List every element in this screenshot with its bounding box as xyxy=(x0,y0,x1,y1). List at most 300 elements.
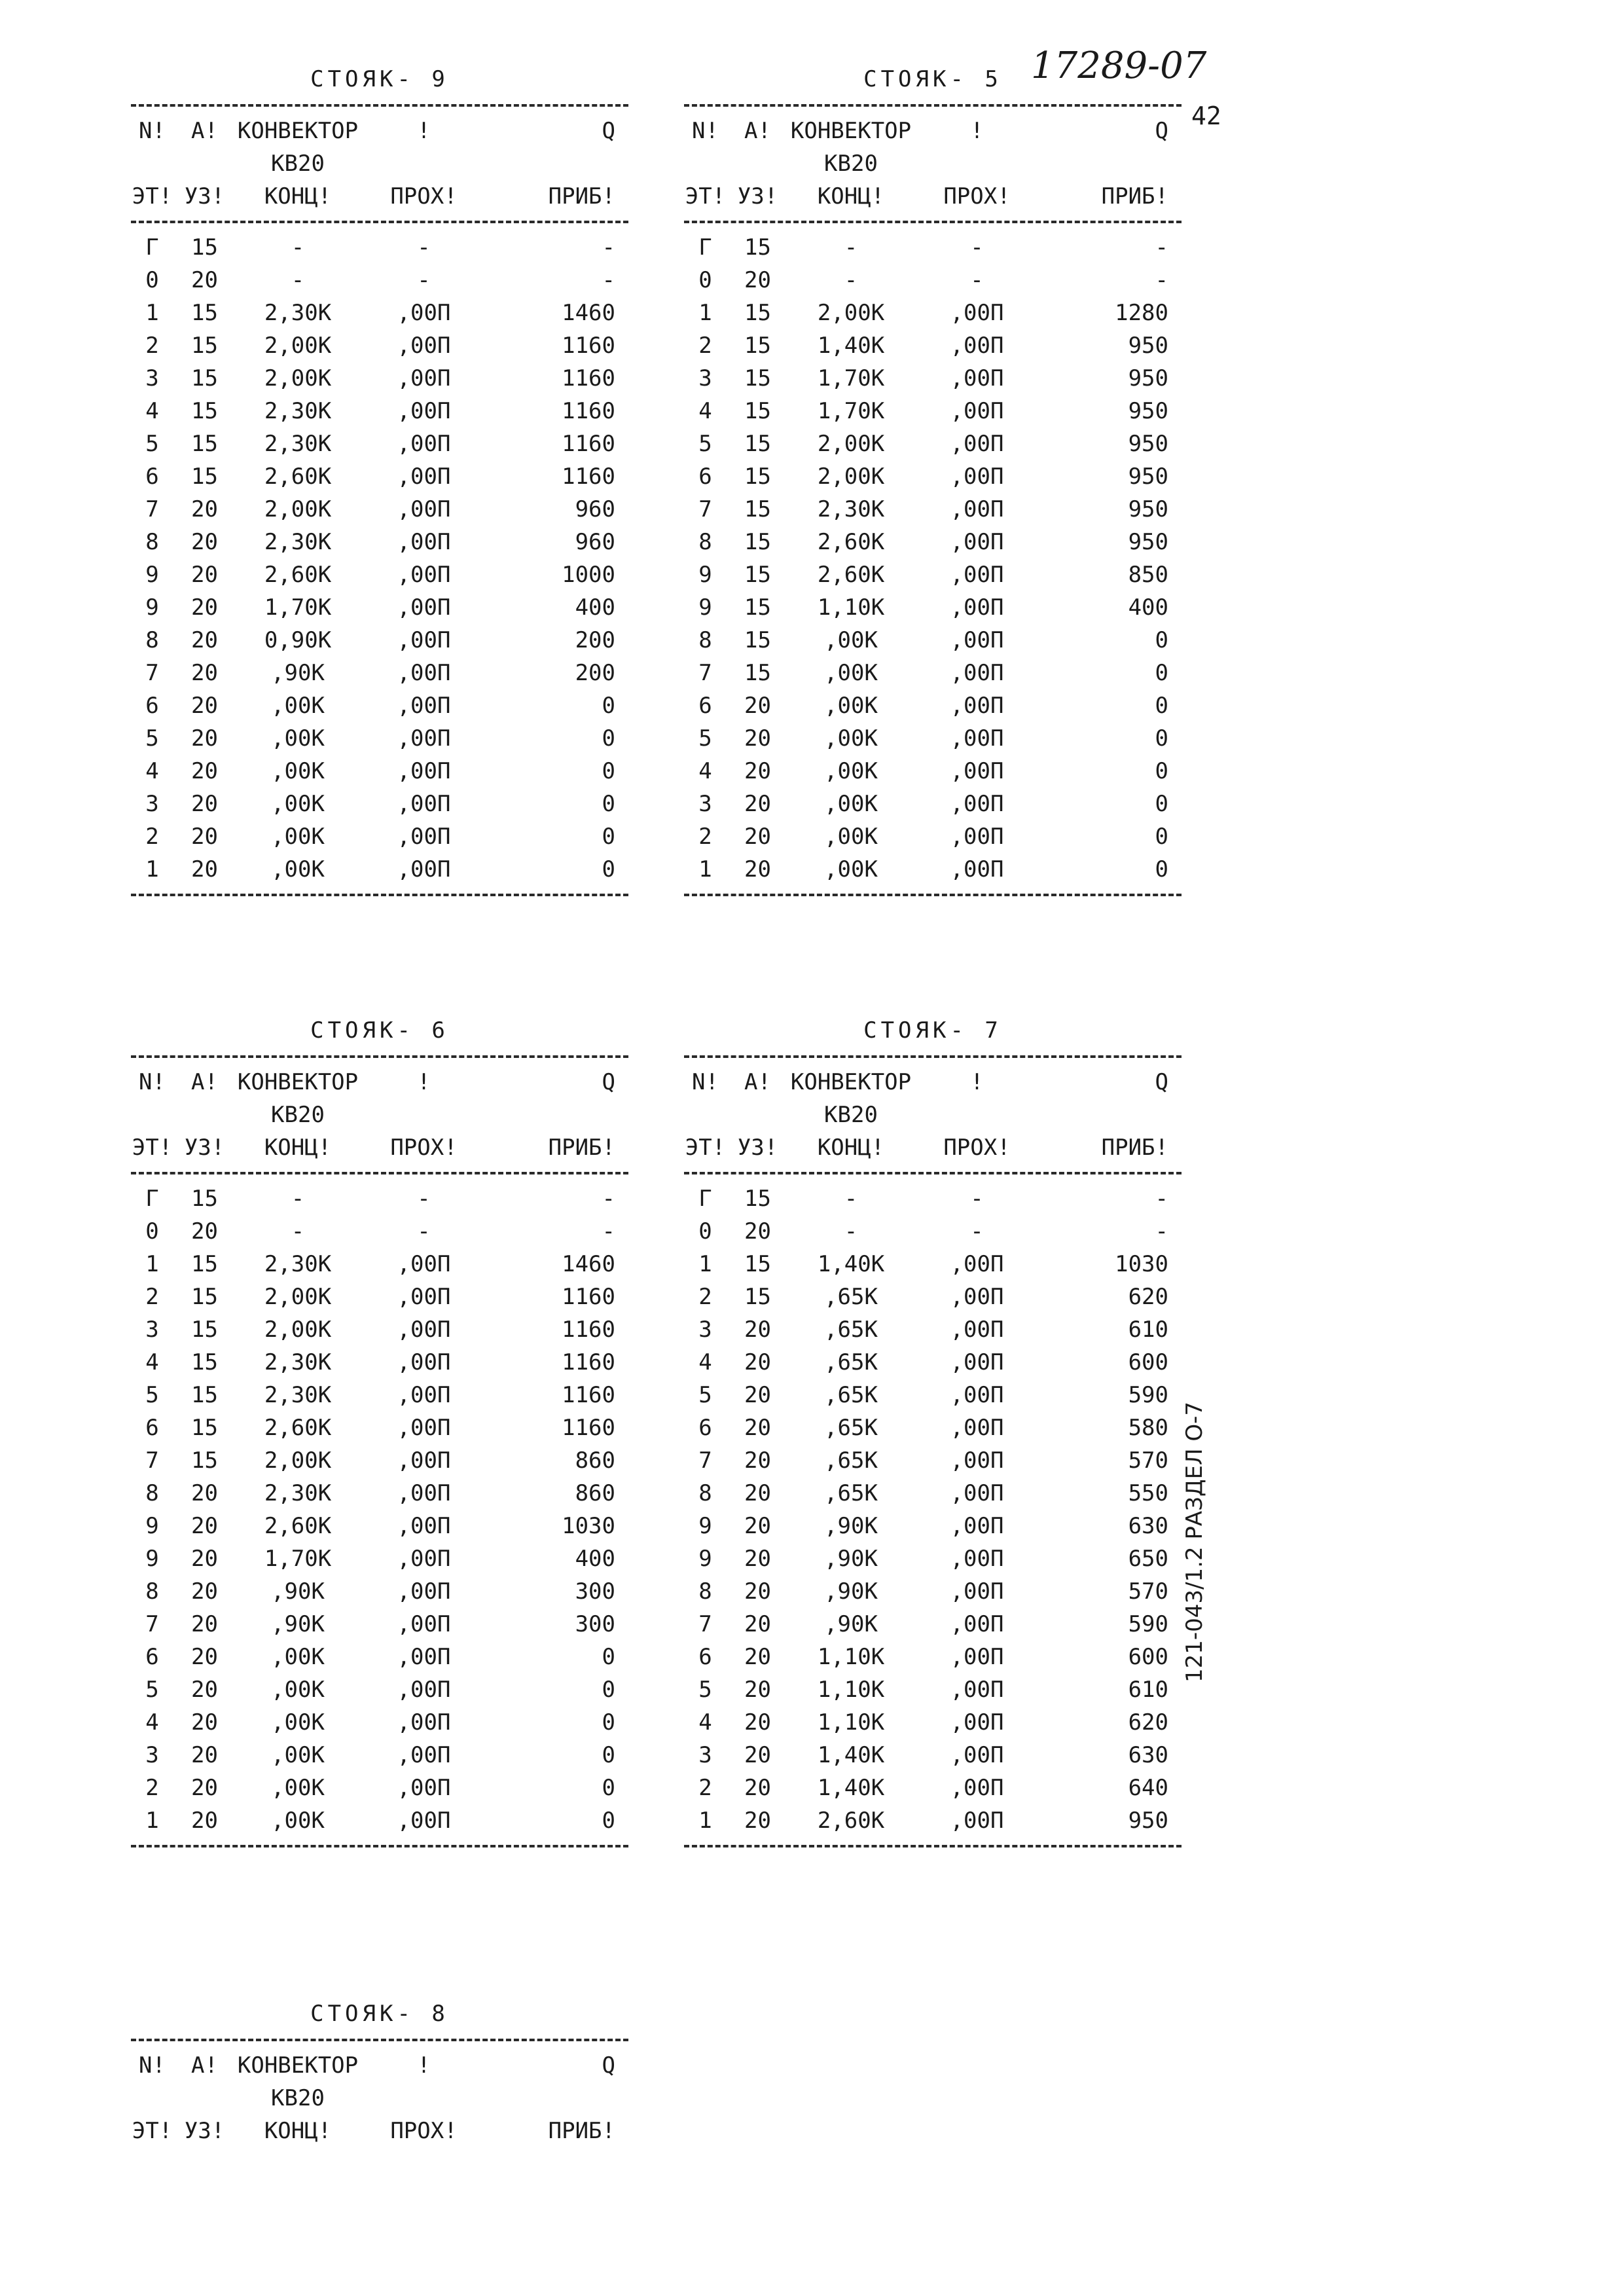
table-cell: - xyxy=(1155,267,1168,293)
table-cell: 20 xyxy=(191,758,218,784)
header-cell: ПРОХ! xyxy=(390,2118,458,2144)
table-cell: Г xyxy=(698,234,712,261)
table-cell: ,00К xyxy=(271,1644,325,1670)
table-cell: 1160 xyxy=(562,431,615,457)
table-cell: 0 xyxy=(602,1644,615,1670)
table-cell: Г xyxy=(145,234,159,261)
header-cell: ПРОХ! xyxy=(390,1135,458,1161)
table-cell: 0 xyxy=(698,1218,712,1245)
table-cell: ,00К xyxy=(271,1775,325,1801)
table-row xyxy=(684,1281,1182,1313)
table-cell: 5 xyxy=(145,1677,159,1703)
table-cell: ,00П xyxy=(397,594,451,621)
table-cell: ,00К xyxy=(824,856,878,882)
table-cell: 15 xyxy=(744,660,771,686)
table-row xyxy=(684,657,1182,689)
table-rows xyxy=(131,1182,628,1837)
table-cell: ,00П xyxy=(950,431,1004,457)
table-row xyxy=(131,722,628,755)
table-cell: 20 xyxy=(191,1677,218,1703)
table-cell: 960 xyxy=(575,496,615,522)
table-cell: 950 xyxy=(1128,431,1168,457)
table-cell: 15 xyxy=(744,627,771,653)
header-cell: ! xyxy=(417,118,431,144)
table-cell: 20 xyxy=(191,496,218,522)
table-cell: 610 xyxy=(1128,1677,1168,1703)
table-cell: 0 xyxy=(1155,791,1168,817)
table-cell: 9 xyxy=(145,1513,159,1539)
table-cell: - xyxy=(1155,1186,1168,1212)
table-cell: ,00П xyxy=(397,1349,451,1375)
table-cell: - xyxy=(844,1186,858,1212)
table-cell: 20 xyxy=(191,725,218,752)
table-row xyxy=(131,591,628,624)
table-row xyxy=(684,558,1182,591)
table-cell: 4 xyxy=(145,1349,159,1375)
table-cell: 15 xyxy=(744,1284,771,1310)
table-row xyxy=(684,1575,1182,1608)
table-cell: ,00П xyxy=(950,856,1004,882)
table-cell: ,00П xyxy=(397,1611,451,1637)
table-cell: ,00К xyxy=(824,824,878,850)
header-cell xyxy=(131,1099,173,1131)
table-cell: 2,60К xyxy=(264,1415,332,1441)
table-cell: 15 xyxy=(191,333,218,359)
table-cell: - xyxy=(291,267,305,293)
table-cell: - xyxy=(417,267,431,293)
table-cell: 20 xyxy=(744,1775,771,1801)
table-row xyxy=(131,526,628,558)
header-cell xyxy=(360,1099,488,1131)
header-cell: Q xyxy=(1155,1069,1168,1095)
table-cell: 3 xyxy=(145,365,159,391)
table-rows xyxy=(684,231,1182,886)
table-cell: ,00П xyxy=(397,1415,451,1441)
table-row xyxy=(131,362,628,395)
table-cell: 400 xyxy=(575,1546,615,1572)
table-cell: ,00П xyxy=(950,1415,1004,1441)
table-cell: ,00П xyxy=(397,1251,451,1277)
table-cell: ,00П xyxy=(397,1317,451,1343)
table-cell: 5 xyxy=(145,431,159,457)
table-cell: 200 xyxy=(575,627,615,653)
table-row xyxy=(684,624,1182,657)
table-cell: 2,30К xyxy=(264,1480,332,1506)
table-cell: 620 xyxy=(1128,1284,1168,1310)
header-cell: КОНВЕКТОР xyxy=(790,118,912,144)
table-cell: 6 xyxy=(698,693,712,719)
table-block-6 xyxy=(131,1013,628,1855)
table-cell: 3 xyxy=(698,365,712,391)
table-cell: 20 xyxy=(191,627,218,653)
header-cell: N! xyxy=(692,118,719,144)
table-row xyxy=(131,853,628,886)
table-cell: ,00К xyxy=(824,791,878,817)
table-row xyxy=(684,1706,1182,1739)
table-rows xyxy=(131,231,628,886)
table-row xyxy=(131,1346,628,1379)
divider xyxy=(131,1172,628,1174)
table-cell: 15 xyxy=(191,398,218,424)
header-cell xyxy=(360,147,488,180)
table-row xyxy=(684,460,1182,493)
table-cell: ,65К xyxy=(824,1284,878,1310)
header-cell xyxy=(131,147,173,180)
table-cell: 5 xyxy=(698,1382,712,1408)
table-cell: ,00П xyxy=(950,1251,1004,1277)
header-cell: КОНВЕКТОР xyxy=(237,2052,359,2079)
block-title: СТОЯК- 9 xyxy=(310,66,449,92)
divider xyxy=(131,221,628,223)
table-cell: 20 xyxy=(191,594,218,621)
table-row xyxy=(684,1346,1182,1379)
table-cell: ,00К xyxy=(271,758,325,784)
table-cell: 6 xyxy=(145,1644,159,1670)
header-cell: КВ20 xyxy=(271,1102,325,1128)
table-cell: 9 xyxy=(145,1546,159,1572)
table-cell: ,00П xyxy=(397,660,451,686)
table-row xyxy=(684,1215,1182,1248)
table-cell: 3 xyxy=(698,1742,712,1768)
header-cell: А! xyxy=(744,1069,771,1095)
table-cell: 9 xyxy=(698,1546,712,1572)
header-cell: КВ20 xyxy=(824,151,878,177)
table-cell: 8 xyxy=(145,1480,159,1506)
table-cell: 0 xyxy=(1155,824,1168,850)
table-cell: 3 xyxy=(698,1317,712,1343)
header-cell: ЭТ! xyxy=(685,183,726,209)
table-cell: 0 xyxy=(602,725,615,752)
block-title: СТОЯК- 6 xyxy=(310,1017,449,1044)
header-cell xyxy=(727,1099,789,1131)
table-cell: 1 xyxy=(145,1808,159,1834)
table-cell: 15 xyxy=(744,234,771,261)
table-cell: 0 xyxy=(602,1742,615,1768)
table-cell: 2,30К xyxy=(264,300,332,326)
header-cell: А! xyxy=(744,118,771,144)
table-row xyxy=(131,1182,628,1215)
header-cell: КОНЦ! xyxy=(264,2118,332,2144)
header-cell: КВ20 xyxy=(271,2085,325,2111)
table-cell: ,00П xyxy=(397,824,451,850)
table-cell: ,00П xyxy=(397,1546,451,1572)
table-cell: 3 xyxy=(145,791,159,817)
table-cell: ,00П xyxy=(950,1382,1004,1408)
table-cell: 2,00К xyxy=(264,333,332,359)
table-cell: 7 xyxy=(145,660,159,686)
table-cell: 860 xyxy=(575,1447,615,1474)
divider xyxy=(684,1055,1182,1058)
table-cell: ,00П xyxy=(397,464,451,490)
header-cell: ПРИБ! xyxy=(548,183,615,209)
table-row xyxy=(684,493,1182,526)
table-cell: 1 xyxy=(698,1808,712,1834)
table-cell: 6 xyxy=(698,1644,712,1670)
header-row xyxy=(684,115,1182,147)
table-cell: 20 xyxy=(744,1513,771,1539)
table-cell: 20 xyxy=(744,758,771,784)
table-row xyxy=(131,820,628,853)
table-row xyxy=(131,427,628,460)
table-cell: ,90К xyxy=(271,1611,325,1637)
table-cell: ,00П xyxy=(950,1677,1004,1703)
divider xyxy=(684,1172,1182,1174)
table-cell: 0 xyxy=(698,267,712,293)
table-cell: 15 xyxy=(744,365,771,391)
table-cell: ,00К xyxy=(271,693,325,719)
table-cell: 550 xyxy=(1128,1480,1168,1506)
table-cell: 630 xyxy=(1128,1742,1168,1768)
header-cell: ЭТ! xyxy=(132,183,173,209)
header-cell xyxy=(131,2082,173,2115)
table-cell: ,00П xyxy=(950,1317,1004,1343)
table-row xyxy=(131,689,628,722)
table-cell: 20 xyxy=(191,1513,218,1539)
table-cell: 5 xyxy=(698,1677,712,1703)
table-cell: 0 xyxy=(602,791,615,817)
header-cell: ПРОХ! xyxy=(390,183,458,209)
table-cell: 9 xyxy=(698,562,712,588)
table-cell: 15 xyxy=(191,300,218,326)
table-cell: 1160 xyxy=(562,333,615,359)
table-cell: 20 xyxy=(744,1317,771,1343)
table-cell: ,00К xyxy=(824,693,878,719)
table-cell: 0 xyxy=(602,1808,615,1834)
divider xyxy=(684,1845,1182,1847)
table-cell: 5 xyxy=(145,1382,159,1408)
table-cell: 3 xyxy=(145,1742,159,1768)
table-cell: 2 xyxy=(145,1284,159,1310)
table-cell: 6 xyxy=(698,464,712,490)
table-cell: 20 xyxy=(744,1742,771,1768)
table-cell: 20 xyxy=(744,1644,771,1670)
table-cell: 2,60К xyxy=(817,562,885,588)
table-cell: 950 xyxy=(1128,1808,1168,1834)
table-cell: ,00П xyxy=(397,1382,451,1408)
table-cell: 15 xyxy=(191,1317,218,1343)
table-cell: 15 xyxy=(191,1447,218,1474)
table-row xyxy=(684,427,1182,460)
table-cell: 1030 xyxy=(1115,1251,1168,1277)
table-cell: 1,10К xyxy=(817,1644,885,1670)
block-title: СТОЯК- 7 xyxy=(863,1017,1002,1044)
table-row xyxy=(684,329,1182,362)
table-cell: 7 xyxy=(145,1447,159,1474)
table-cell: 20 xyxy=(191,1578,218,1605)
table-cell: - xyxy=(970,267,984,293)
header-cell: ПРИБ! xyxy=(1101,183,1168,209)
table-cell: 2,00К xyxy=(264,1447,332,1474)
table-cell: 20 xyxy=(744,1382,771,1408)
table-cell: 0 xyxy=(1155,693,1168,719)
table-cell: 15 xyxy=(191,234,218,261)
table-cell: 15 xyxy=(744,1251,771,1277)
table-cell: 20 xyxy=(744,267,771,293)
table-cell: 9 xyxy=(145,562,159,588)
table-row xyxy=(131,788,628,820)
table-cell: ,00П xyxy=(950,1644,1004,1670)
table-cell: ,00П xyxy=(397,1677,451,1703)
table-cell: ,65К xyxy=(824,1415,878,1441)
table-cell: 15 xyxy=(191,431,218,457)
table-cell: ,65К xyxy=(824,1447,878,1474)
table-cell: 0 xyxy=(1155,758,1168,784)
header-cell xyxy=(488,2082,628,2115)
header-cell: КОНЦ! xyxy=(817,1135,885,1161)
table-header xyxy=(684,1066,1182,1164)
table-cell: ,00П xyxy=(950,1447,1004,1474)
table-row xyxy=(131,1477,628,1510)
table-cell: 0 xyxy=(602,856,615,882)
table-cell: 1160 xyxy=(562,1349,615,1375)
divider xyxy=(131,2039,628,2041)
table-cell: 2,30К xyxy=(264,398,332,424)
table-cell: 5 xyxy=(698,725,712,752)
table-cell: ,00П xyxy=(397,1578,451,1605)
header-cell: N! xyxy=(139,2052,166,2079)
table-cell: ,00П xyxy=(397,365,451,391)
header-cell: ПРИБ! xyxy=(548,1135,615,1161)
table-cell: - xyxy=(844,234,858,261)
header-cell: А! xyxy=(191,2052,218,2079)
table-row xyxy=(131,1641,628,1673)
header-cell: ! xyxy=(970,1069,984,1095)
header-row xyxy=(684,1066,1182,1099)
table-cell: 20 xyxy=(744,1218,771,1245)
header-cell: ! xyxy=(970,118,984,144)
table-cell: ,90К xyxy=(824,1578,878,1605)
table-cell: 0 xyxy=(602,693,615,719)
table-cell: ,00П xyxy=(950,758,1004,784)
table-cell: 950 xyxy=(1128,365,1168,391)
table-cell: ,00П xyxy=(950,529,1004,555)
table-cell: 20 xyxy=(744,1480,771,1506)
table-cell: ,90К xyxy=(824,1546,878,1572)
table-cell: 300 xyxy=(575,1578,615,1605)
header-cell: N! xyxy=(139,1069,166,1095)
table-cell: 2,60К xyxy=(264,464,332,490)
header-cell: ПРОХ! xyxy=(943,183,1011,209)
table-cell: ,00П xyxy=(397,562,451,588)
table-cell: 860 xyxy=(575,1480,615,1506)
header-cell: КОНЦ! xyxy=(264,183,332,209)
table-cell: 1160 xyxy=(562,398,615,424)
table-cell: 1,70К xyxy=(817,398,885,424)
table-cell: ,00П xyxy=(397,693,451,719)
header-row xyxy=(684,180,1182,213)
table-cell: ,00П xyxy=(397,1480,451,1506)
table-cell: ,00П xyxy=(397,725,451,752)
table-cell: 1 xyxy=(145,1251,159,1277)
table-cell: ,00П xyxy=(950,594,1004,621)
table-cell: Г xyxy=(145,1186,159,1212)
table-row xyxy=(684,1182,1182,1215)
table-row xyxy=(684,231,1182,264)
table-header xyxy=(684,115,1182,213)
table-cell: 2,30К xyxy=(264,1251,332,1277)
table-cell: 15 xyxy=(191,1284,218,1310)
table-cell: 20 xyxy=(191,1742,218,1768)
table-cell: 0 xyxy=(1155,725,1168,752)
table-cell: 20 xyxy=(744,791,771,817)
table-cell: 3 xyxy=(145,1317,159,1343)
table-cell: 8 xyxy=(145,529,159,555)
table-cell: 1,40К xyxy=(817,1251,885,1277)
table-cell: 0 xyxy=(1155,660,1168,686)
header-row xyxy=(131,2082,628,2115)
table-cell: ,00П xyxy=(950,824,1004,850)
table-cell: 1000 xyxy=(562,562,615,588)
table-cell: 15 xyxy=(744,1186,771,1212)
table-cell: ,00П xyxy=(397,1709,451,1736)
table-cell: 20 xyxy=(744,1611,771,1637)
table-cell: 9 xyxy=(698,594,712,621)
header-cell xyxy=(684,147,727,180)
header-cell: КВ20 xyxy=(271,151,325,177)
table-cell: 8 xyxy=(145,627,159,653)
table-cell: 8 xyxy=(698,1480,712,1506)
table-cell: 1160 xyxy=(562,1317,615,1343)
header-cell: А! xyxy=(191,1069,218,1095)
table-cell: ,00П xyxy=(950,1546,1004,1572)
table-cell: 15 xyxy=(744,496,771,522)
table-cell: 20 xyxy=(191,1709,218,1736)
table-row xyxy=(684,1477,1182,1510)
table-cell: 1,40К xyxy=(817,1742,885,1768)
table-cell: ,90К xyxy=(824,1611,878,1637)
header-cell: ЭТ! xyxy=(132,1135,173,1161)
table-row xyxy=(131,1739,628,1772)
table-cell: 5 xyxy=(145,725,159,752)
header-cell: Q xyxy=(602,118,615,144)
table-cell: 4 xyxy=(698,1709,712,1736)
table-cell: - xyxy=(602,267,615,293)
header-row xyxy=(131,1066,628,1099)
header-cell: Q xyxy=(602,2052,615,2079)
table-cell: 400 xyxy=(575,594,615,621)
table-cell: 6 xyxy=(145,1415,159,1441)
header-row xyxy=(131,180,628,213)
table-cell: 300 xyxy=(575,1611,615,1637)
table-cell: 1460 xyxy=(562,1251,615,1277)
table-block-9 xyxy=(131,62,628,904)
header-row xyxy=(684,1099,1182,1131)
table-cell: ,00П xyxy=(950,660,1004,686)
table-cell: ,00К xyxy=(271,1808,325,1834)
table-cell: 590 xyxy=(1128,1611,1168,1637)
table-cell: 620 xyxy=(1128,1709,1168,1736)
table-cell: ,00П xyxy=(397,1284,451,1310)
table-cell: 950 xyxy=(1128,464,1168,490)
header-cell: ЭТ! xyxy=(685,1135,726,1161)
header-cell: ! xyxy=(417,2052,431,2079)
header-cell xyxy=(1041,147,1182,180)
table-row xyxy=(684,395,1182,427)
table-cell: - xyxy=(970,234,984,261)
table-cell: 20 xyxy=(191,693,218,719)
table-row xyxy=(684,526,1182,558)
table-cell: ,00П xyxy=(950,1808,1004,1834)
table-row xyxy=(684,264,1182,297)
table-cell: 20 xyxy=(191,824,218,850)
table-cell: 15 xyxy=(744,431,771,457)
header-row xyxy=(684,147,1182,180)
table-cell: ,00П xyxy=(950,1480,1004,1506)
table-cell: 20 xyxy=(744,725,771,752)
table-cell: - xyxy=(417,1218,431,1245)
table-cell: 20 xyxy=(191,1775,218,1801)
table-cell: ,00К xyxy=(271,824,325,850)
